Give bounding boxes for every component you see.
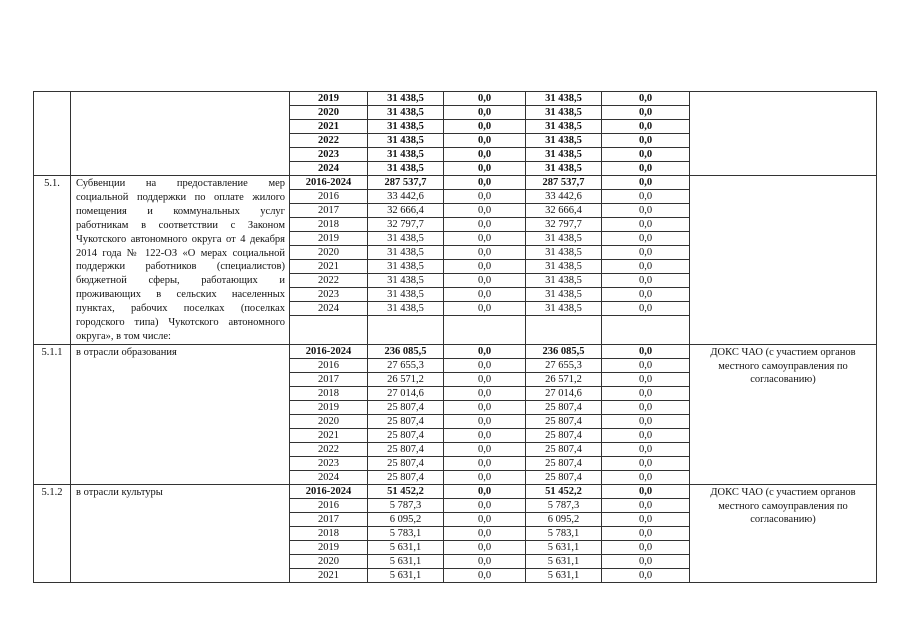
value-cell: 0,0: [444, 499, 526, 513]
value-cell: 31 438,5: [526, 302, 602, 316]
value-cell: 25 807,4: [526, 457, 602, 471]
total-cell: 25 807,4: [368, 471, 444, 485]
value-cell: 25 807,4: [526, 443, 602, 457]
item-number: 5.1.2: [34, 485, 71, 583]
value-cell: 31 438,5: [526, 260, 602, 274]
value-cell: 0,0: [602, 218, 690, 232]
year-cell: 2022: [290, 134, 368, 148]
value-cell: 0,0: [444, 92, 526, 106]
value-cell: 0,0: [444, 260, 526, 274]
value-cell: 0,0: [444, 134, 526, 148]
year-cell: 2023: [290, 148, 368, 162]
executor-cell: ДОКС ЧАО (с участием органов местного самоуправления по согласованию): [690, 345, 877, 485]
value-cell: 31 438,5: [526, 288, 602, 302]
total-cell: 31 438,5: [368, 274, 444, 288]
value-cell: 0,0: [444, 190, 526, 204]
table-row: [34, 92, 877, 106]
value-cell: 0,0: [602, 274, 690, 288]
value-cell: 0,0: [444, 274, 526, 288]
year-cell: 2016-2024: [290, 485, 368, 499]
year-cell: 2016: [290, 499, 368, 513]
total-cell: 51 452,2: [368, 485, 444, 499]
value-cell: 0,0: [444, 148, 526, 162]
total-cell: 26 571,2: [368, 373, 444, 387]
year-cell: 2016-2024: [290, 345, 368, 359]
total-cell: 31 438,5: [368, 148, 444, 162]
year-cell: 2016-2024: [290, 176, 368, 190]
value-cell: 0,0: [444, 232, 526, 246]
value-cell: 0,0: [444, 471, 526, 485]
total-cell: 287 537,7: [368, 176, 444, 190]
year-cell: 2019: [290, 401, 368, 415]
value-cell: 0,0: [602, 288, 690, 302]
value-cell: 0,0: [444, 302, 526, 316]
value-cell: 236 085,5: [526, 345, 602, 359]
value-cell: 0,0: [602, 134, 690, 148]
value-cell: 0,0: [444, 373, 526, 387]
year-cell: 2017: [290, 513, 368, 527]
value-cell: 0,0: [444, 246, 526, 260]
value-cell: 0,0: [602, 541, 690, 555]
value-cell: 0,0: [444, 443, 526, 457]
year-cell: 2017: [290, 373, 368, 387]
item-name: [71, 92, 290, 176]
value-cell: 0,0: [444, 485, 526, 499]
value-cell: 0,0: [444, 288, 526, 302]
year-cell: 2020: [290, 246, 368, 260]
value-cell: 0,0: [602, 415, 690, 429]
total-cell: 33 442,6: [368, 190, 444, 204]
year-cell: 2023: [290, 288, 368, 302]
value-cell: 27 655,3: [526, 359, 602, 373]
total-cell: 32 666,4: [368, 204, 444, 218]
total-cell: 32 797,7: [368, 218, 444, 232]
executor-cell: [690, 176, 877, 345]
value-cell: 0,0: [444, 541, 526, 555]
value-cell: 31 438,5: [526, 92, 602, 106]
total-cell: 5 787,3: [368, 499, 444, 513]
year-cell: 2016: [290, 359, 368, 373]
value-cell: 0,0: [602, 204, 690, 218]
value-cell: 5 631,1: [526, 541, 602, 555]
year-cell: 2019: [290, 232, 368, 246]
item-number: 5.1.: [34, 176, 71, 345]
value-cell: 0,0: [602, 457, 690, 471]
year-cell: 2021: [290, 120, 368, 134]
empty-cell: [526, 316, 602, 345]
year-cell: 2021: [290, 260, 368, 274]
value-cell: 0,0: [602, 373, 690, 387]
year-cell: 2018: [290, 527, 368, 541]
table-row: [34, 176, 877, 190]
total-cell: 31 438,5: [368, 162, 444, 176]
item-name: Субвенции на предоставление мер социальной поддержки по оплате жилого помещения и коммунальных услуг работникам в соответствии с Законом Чукотского автономного округа от 4 декабря 2014 года № 122-ОЗ «О мерах социальной поддержки работников (специалистов) бюджетной сферы, работающих и проживающих в сельских населенных пунктах, рабочих поселках (поселках городского типа) Чукотского автономного округа», в том числе:: [71, 176, 290, 345]
value-cell: 0,0: [444, 569, 526, 583]
value-cell: 6 095,2: [526, 513, 602, 527]
value-cell: 31 438,5: [526, 162, 602, 176]
value-cell: 0,0: [602, 232, 690, 246]
total-cell: 31 438,5: [368, 288, 444, 302]
year-cell: 2020: [290, 106, 368, 120]
value-cell: 0,0: [602, 176, 690, 190]
total-cell: 27 014,6: [368, 387, 444, 401]
total-cell: 31 438,5: [368, 302, 444, 316]
total-cell: 25 807,4: [368, 415, 444, 429]
value-cell: 5 783,1: [526, 527, 602, 541]
value-cell: 0,0: [602, 302, 690, 316]
total-cell: 5 631,1: [368, 555, 444, 569]
value-cell: 0,0: [444, 429, 526, 443]
value-cell: 0,0: [602, 106, 690, 120]
total-cell: 31 438,5: [368, 232, 444, 246]
value-cell: 0,0: [444, 345, 526, 359]
empty-cell: [602, 316, 690, 345]
total-cell: 31 438,5: [368, 92, 444, 106]
value-cell: 5 631,1: [526, 569, 602, 583]
value-cell: 0,0: [602, 499, 690, 513]
value-cell: 0,0: [444, 176, 526, 190]
value-cell: 0,0: [444, 387, 526, 401]
year-cell: 2024: [290, 302, 368, 316]
item-number: [34, 92, 71, 176]
value-cell: 25 807,4: [526, 401, 602, 415]
total-cell: 31 438,5: [368, 120, 444, 134]
total-cell: 5 783,1: [368, 527, 444, 541]
value-cell: 0,0: [602, 569, 690, 583]
total-cell: 31 438,5: [368, 260, 444, 274]
value-cell: 0,0: [602, 471, 690, 485]
total-cell: 31 438,5: [368, 106, 444, 120]
year-cell: 2018: [290, 387, 368, 401]
total-cell: 5 631,1: [368, 541, 444, 555]
value-cell: 0,0: [602, 443, 690, 457]
empty-cell: [368, 316, 444, 345]
total-cell: 25 807,4: [368, 457, 444, 471]
value-cell: 0,0: [444, 218, 526, 232]
value-cell: 26 571,2: [526, 373, 602, 387]
year-cell: 2018: [290, 218, 368, 232]
year-cell: 2024: [290, 162, 368, 176]
value-cell: 32 797,7: [526, 218, 602, 232]
value-cell: 31 438,5: [526, 274, 602, 288]
value-cell: 0,0: [602, 387, 690, 401]
year-cell: 2021: [290, 569, 368, 583]
value-cell: 5 631,1: [526, 555, 602, 569]
value-cell: 0,0: [602, 359, 690, 373]
total-cell: 5 631,1: [368, 569, 444, 583]
executor-cell: [690, 92, 877, 176]
value-cell: 0,0: [602, 429, 690, 443]
value-cell: 0,0: [444, 513, 526, 527]
total-cell: 236 085,5: [368, 345, 444, 359]
total-cell: 25 807,4: [368, 443, 444, 457]
item-name: в отрасли культуры: [71, 485, 290, 583]
value-cell: 0,0: [602, 148, 690, 162]
value-cell: 31 438,5: [526, 148, 602, 162]
value-cell: 0,0: [444, 401, 526, 415]
value-cell: 0,0: [602, 555, 690, 569]
value-cell: 31 438,5: [526, 106, 602, 120]
value-cell: 5 787,3: [526, 499, 602, 513]
value-cell: 0,0: [602, 260, 690, 274]
year-cell: 2016: [290, 190, 368, 204]
value-cell: 0,0: [602, 246, 690, 260]
year-cell: 2020: [290, 555, 368, 569]
item-name: в отрасли образования: [71, 345, 290, 485]
value-cell: 0,0: [444, 457, 526, 471]
value-cell: 31 438,5: [526, 246, 602, 260]
empty-cell: [444, 316, 526, 345]
year-cell: 2023: [290, 457, 368, 471]
value-cell: 0,0: [444, 204, 526, 218]
total-cell: 31 438,5: [368, 246, 444, 260]
value-cell: 0,0: [444, 527, 526, 541]
year-cell: 2021: [290, 429, 368, 443]
year-cell: 2024: [290, 471, 368, 485]
budget-table: [33, 91, 877, 583]
value-cell: 31 438,5: [526, 232, 602, 246]
value-cell: 0,0: [444, 106, 526, 120]
year-cell: 2017: [290, 204, 368, 218]
year-cell: 2019: [290, 541, 368, 555]
value-cell: 0,0: [444, 120, 526, 134]
table-row: [34, 485, 877, 499]
value-cell: 0,0: [444, 415, 526, 429]
total-cell: 27 655,3: [368, 359, 444, 373]
year-cell: 2022: [290, 443, 368, 457]
total-cell: 25 807,4: [368, 429, 444, 443]
executor-cell: ДОКС ЧАО (с участием органов местного самоуправления по согласованию): [690, 485, 877, 583]
year-cell: 2019: [290, 92, 368, 106]
year-cell: 2020: [290, 415, 368, 429]
year-cell: 2022: [290, 274, 368, 288]
value-cell: 25 807,4: [526, 471, 602, 485]
value-cell: 0,0: [602, 345, 690, 359]
value-cell: 0,0: [602, 162, 690, 176]
value-cell: 0,0: [602, 485, 690, 499]
value-cell: 0,0: [444, 162, 526, 176]
value-cell: 0,0: [602, 527, 690, 541]
value-cell: 51 452,2: [526, 485, 602, 499]
value-cell: 287 537,7: [526, 176, 602, 190]
total-cell: 25 807,4: [368, 401, 444, 415]
empty-cell: [290, 316, 368, 345]
value-cell: 32 666,4: [526, 204, 602, 218]
total-cell: 6 095,2: [368, 513, 444, 527]
value-cell: 27 014,6: [526, 387, 602, 401]
value-cell: 0,0: [602, 92, 690, 106]
item-number: 5.1.1: [34, 345, 71, 485]
table-row: [34, 345, 877, 359]
total-cell: 31 438,5: [368, 134, 444, 148]
value-cell: 25 807,4: [526, 415, 602, 429]
value-cell: 0,0: [444, 359, 526, 373]
value-cell: 31 438,5: [526, 134, 602, 148]
value-cell: 0,0: [602, 120, 690, 134]
value-cell: 0,0: [602, 190, 690, 204]
value-cell: 31 438,5: [526, 120, 602, 134]
value-cell: 0,0: [602, 513, 690, 527]
value-cell: 33 442,6: [526, 190, 602, 204]
value-cell: 25 807,4: [526, 429, 602, 443]
value-cell: 0,0: [444, 555, 526, 569]
value-cell: 0,0: [602, 401, 690, 415]
